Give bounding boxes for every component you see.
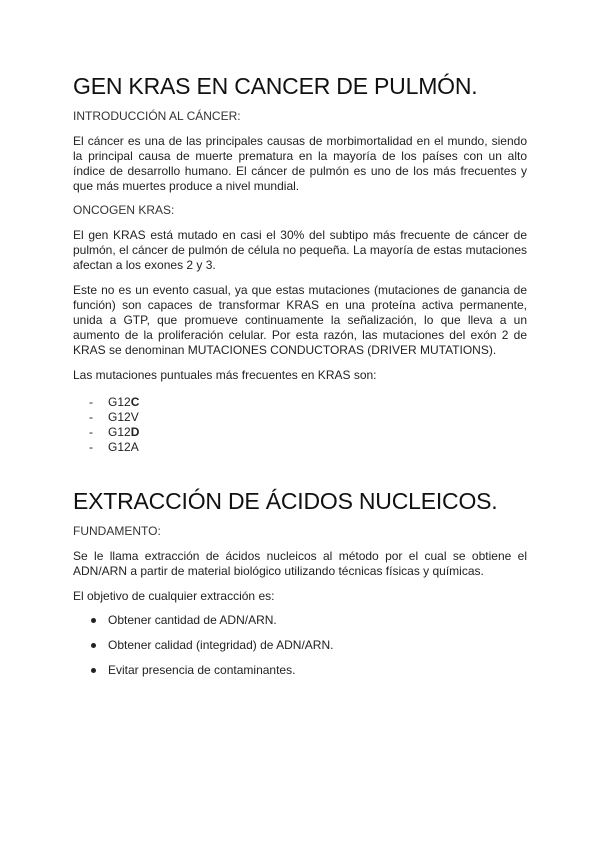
bullet-icon — [91, 643, 96, 648]
section-title-extraccion: EXTRACCIÓN DE ÁCIDOS NUCLEICOS. — [73, 488, 498, 514]
mutation-prefix: G12 — [108, 395, 131, 409]
bullet-icon — [91, 668, 96, 673]
list-item — [73, 395, 527, 410]
oncogen-heading: ONCOGEN KRAS: — [73, 203, 175, 217]
dash-marker: - — [89, 425, 93, 439]
mutations-intro: Las mutaciones puntuales más frecuentes en KRAS son: — [73, 368, 377, 382]
dash-marker: - — [89, 410, 93, 424]
list-item — [73, 440, 527, 455]
objetivo-intro: El objetivo de cualquier extracción es: — [73, 589, 275, 603]
document-content — [73, 72, 527, 688]
intro-paragraph: El cáncer es una de las principales causas de morbimortalidad en el mundo, siendo la principal causa de muerte prematura en la mayoría de los países con un alto índice de desarrollo humano. El cáncer de pulmón es uno de los más frecuentes y que más muertes produce a nivel mundial. — [73, 134, 527, 193]
oncogen-paragraph-2: Este no es un evento casual, ya que estas mutaciones (mutaciones de ganancia de función) son capaces de transformar KRAS en una proteína activa permanente, unida a GTP, que promueve continuamente la señalización, lo que lleva a un aumento de la proliferación celular. Por esta razón, las mutaciones del exón 2 de KRAS se denominan MUTACIONES CONDUCTORAS (DRIVER MUTATIONS). — [73, 283, 527, 357]
list-item — [73, 613, 527, 628]
objetivo-text: Evitar presencia de contaminantes. — [108, 663, 296, 677]
mutation-suffix: D — [130, 425, 140, 439]
list-item — [73, 410, 527, 425]
list-item — [73, 425, 527, 440]
section-title-kras: GEN KRAS EN CANCER DE PULMÓN. — [73, 73, 478, 99]
objetivos-list — [73, 613, 527, 678]
mutation-prefix: G12 — [108, 425, 131, 439]
objetivo-text: Obtener calidad (integridad) de ADN/ARN. — [108, 638, 334, 652]
list-item — [73, 638, 527, 653]
mutation-prefix: G12 — [108, 410, 131, 424]
mutation-prefix: G12 — [108, 440, 131, 454]
mutations-list — [73, 395, 527, 455]
intro-heading: INTRODUCCIÓN AL CÁNCER: — [73, 109, 241, 123]
dash-marker: - — [89, 440, 93, 454]
fundamento-paragraph: Se le llama extracción de ácidos nucleicos al método por el cual se obtiene el ADN/ARN a partir de material biológico utilizando técnicas físicas y químicas. — [73, 549, 527, 578]
oncogen-paragraph-1: El gen KRAS está mutado en casi el 30% del subtipo más frecuente de cáncer de pulmón, el cáncer de pulmón de célula no pequeña. La mayoría de estas mutaciones afectan a los exones 2 y 3. — [73, 228, 527, 272]
mutation-suffix: A — [130, 440, 139, 454]
dash-marker: - — [89, 395, 93, 409]
mutation-suffix: C — [130, 395, 140, 409]
bullet-icon — [91, 618, 96, 623]
list-item — [73, 663, 527, 678]
objetivo-text: Obtener cantidad de ADN/ARN. — [108, 613, 277, 627]
mutation-suffix: V — [130, 410, 139, 424]
fundamento-heading: FUNDAMENTO: — [73, 524, 161, 538]
